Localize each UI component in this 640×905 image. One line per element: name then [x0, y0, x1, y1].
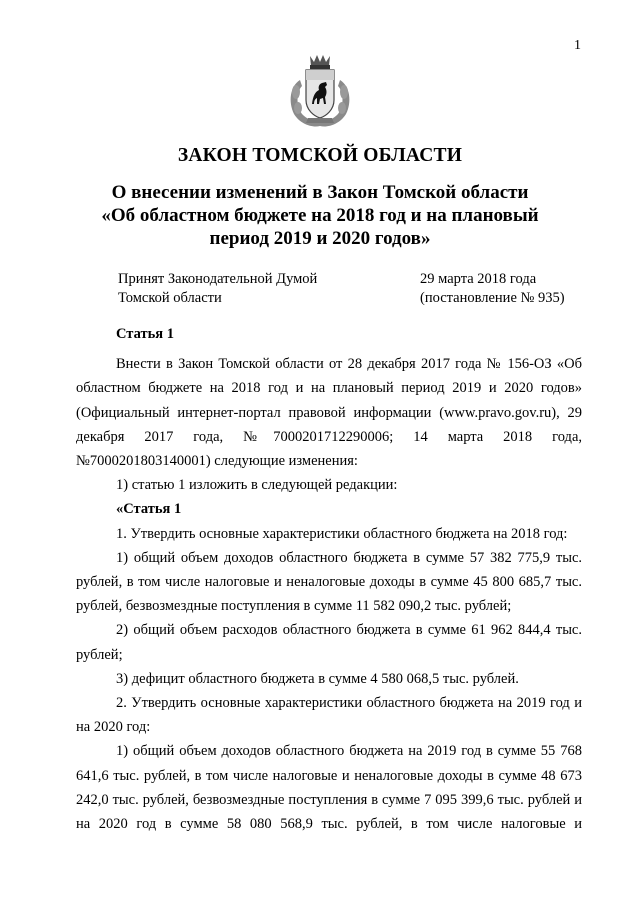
paragraph: Внести в Закон Томской области от 28 декабря 2017 года № 156-ОЗ «Об областном бюджете на 2018 год и на плановый период 2019 и 2020 годов» (Официальный интернет-портал правовой информации (www.pravo.gov.ru), 29 декабря 2017 года, №7000201712290006; 14 марта 2018 года, №7000201803140001) следующие изменения:: [76, 356, 582, 470]
adoption-body: [118, 270, 317, 308]
quoted-article-heading: «Статья 1: [116, 501, 182, 518]
page-number: 1: [574, 38, 581, 53]
document-title: ЗАКОН ТОМСКОЙ ОБЛАСТИ: [177, 145, 463, 166]
paragraph: 1) общий объем доходов областного бюджета в сумме 57 382 775,9 тыс. рублей, в том числе налоговые и неналоговые доходы в сумме 45 800 685,7 тыс. рублей, безвозмездные поступления в сумме 11 582 090,2 тыс. рублей;: [76, 549, 582, 615]
document-body: [76, 322, 582, 836]
paragraph: 1) статью 1 изложить в следующей редакции:: [116, 477, 398, 494]
adopted-by-line: Томской области: [118, 290, 222, 306]
adoption-date: 29 марта 2018 года: [420, 271, 537, 287]
adopted-by-line: Принят Законодательной Думой: [118, 271, 318, 287]
paragraph: 1. Утвердить основные характеристики областного бюджета на 2018 год:: [116, 525, 568, 542]
adoption-date-block: [420, 270, 565, 308]
paragraph: 1) общий объем доходов областного бюджета на 2019 год в сумме 55 768 641,6 тыс. рублей, в том числе налоговые и неналоговые доходы в сумме 48 673 242,0 тыс. рублей, безвозмездные поступления в сумме 7 095 399,6 тыс. рублей и на 2020 год в сумме 58 080 568,9 тыс. рублей, в том числе налоговые и: [76, 743, 582, 833]
resolution-number: (постановление № 935): [420, 290, 565, 306]
subtitle-line: О внесении изменений в Закон Томской области: [111, 182, 529, 203]
paragraph: 3) дефицит областного бюджета в сумме 4 580 068,5 тыс. рублей.: [116, 670, 519, 687]
paragraph: 2. Утвердить основные характеристики областного бюджета на 2019 год и на 2020 год:: [76, 695, 582, 736]
document-subtitle: [60, 181, 580, 250]
paragraph: 2) общий объем расходов областного бюджета в сумме 61 962 844,4 тыс. рублей;: [76, 622, 582, 663]
coat-of-arms-icon: [286, 52, 354, 128]
subtitle-line: период 2019 и 2020 годов»: [209, 228, 431, 249]
subtitle-line: «Об областном бюджете на 2018 год и на плановый: [101, 205, 539, 226]
article-heading: Статья 1: [116, 326, 174, 342]
